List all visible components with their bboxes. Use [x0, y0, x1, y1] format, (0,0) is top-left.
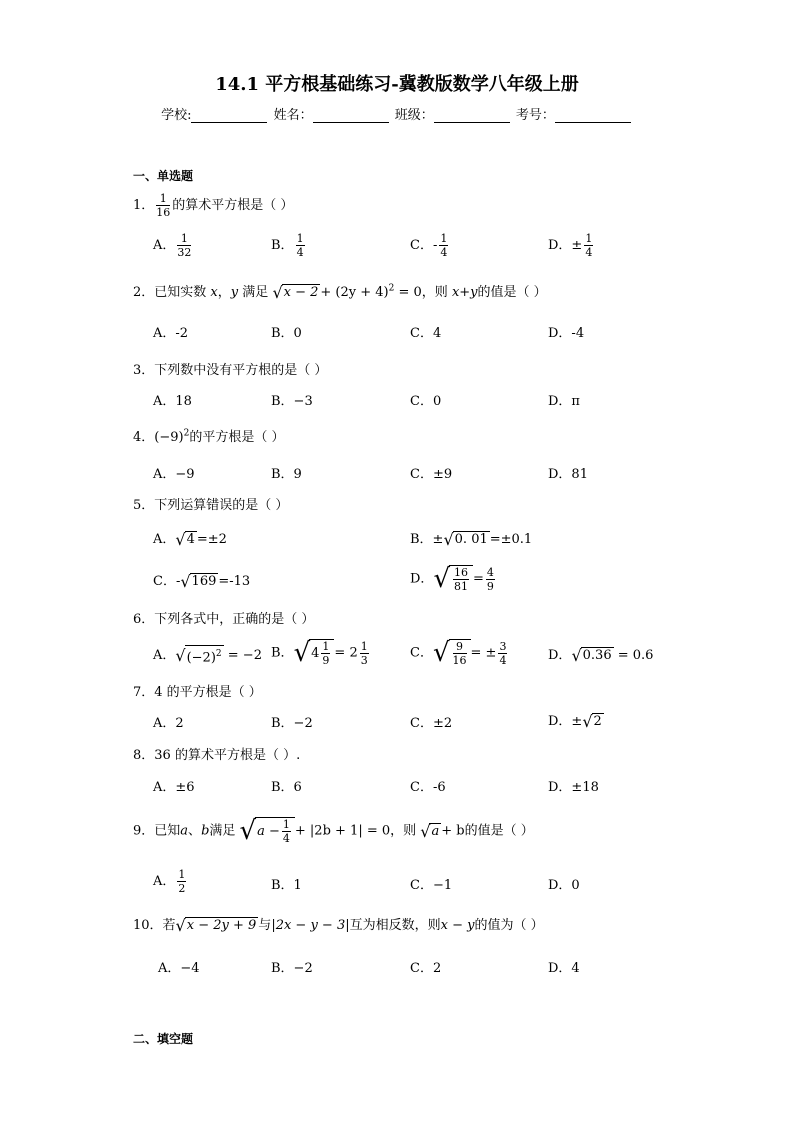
q5-option-a[interactable]: A． √ 4 =±2	[153, 530, 227, 549]
school-blank[interactable]	[191, 108, 267, 123]
q7-option-a[interactable]: A．2	[153, 716, 184, 731]
q10-option-b[interactable]: B．−2	[271, 961, 313, 976]
student-info-line	[0, 104, 794, 123]
q3-option-b[interactable]: B．−3	[271, 394, 313, 409]
q2-option-c[interactable]: C．4	[410, 326, 442, 341]
q8-option-b[interactable]: B．6	[271, 780, 302, 795]
q4-option-d[interactable]: D．81	[548, 467, 588, 482]
q7-option-c[interactable]: C．±2	[410, 716, 453, 731]
class-label: 班级：	[394, 108, 434, 123]
q1-option-c[interactable]: C．- $\frac{1}{4}$	[410, 232, 448, 259]
question-9: 9．已知a、b满足 √ a − $\frac{1}{4}$ + |2b + 1| = 0，则 √ a + b的值是（ ）	[133, 816, 534, 846]
name-label: 姓名：	[273, 108, 313, 123]
question-1: 1． $\frac{1}{16}$ 的算术平方根是（ ）	[133, 192, 294, 219]
question-6: 6．下列各式中，正确的是（ ）	[133, 612, 315, 627]
question-2: 2．已知实数 x，y 满足 √ x − 2 + $(2y + 4)^2 = 0$，则 x+y的值是（ ）	[133, 283, 547, 302]
question-8: 8．36 的算术平方根是（ ）.	[133, 748, 301, 763]
q9-option-c[interactable]: C．−1	[410, 878, 453, 893]
q10-option-d[interactable]: D．4	[548, 961, 580, 976]
q1-option-d[interactable]: D．± $\frac{1}{4}$	[548, 232, 593, 259]
class-blank[interactable]	[434, 108, 510, 123]
name-blank[interactable]	[313, 108, 389, 123]
q9-option-d[interactable]: D．0	[548, 878, 580, 893]
q9-option-b[interactable]: B．1	[271, 878, 302, 893]
question-5: 5．下列运算错误的是（ ）	[133, 498, 289, 513]
q4-option-b[interactable]: B．9	[271, 467, 302, 482]
q4-option-a[interactable]: A．−9	[153, 467, 195, 482]
question-10: 10．若 √ x − 2y + 9 与|2x − y − 3|互为相反数，则x − y的值为（ ）	[133, 916, 544, 935]
q6-option-d[interactable]: D． √ 0.36 = 0.6	[548, 646, 654, 665]
number-label: 考号：	[515, 108, 555, 123]
q7-option-b[interactable]: B．−2	[271, 716, 313, 731]
q3-option-c[interactable]: C．0	[410, 394, 442, 409]
q8-option-a[interactable]: A．±6	[153, 780, 195, 795]
q8-option-c[interactable]: C．-6	[410, 780, 446, 795]
page-title: 14.1 平方根基础练习-冀教版数学八年级上册	[215, 74, 579, 95]
q6-option-a[interactable]: A． √ $(-2)^2$ = −2	[153, 645, 262, 666]
q7-option-d[interactable]: D．± √ 2	[548, 712, 602, 731]
q6-option-c[interactable]: C． √ $\frac{9}{16}$ = ± $\frac{3}{4}$	[410, 638, 507, 668]
q1-option-b[interactable]: B． $\frac{1}{4}$	[271, 232, 304, 259]
q2-option-a[interactable]: A．-2	[153, 326, 189, 341]
q10-option-a[interactable]: A．−4	[158, 961, 200, 976]
q9-option-a[interactable]: A． $\frac{1}{2}$	[153, 868, 186, 895]
section-fill-blank: 二、填空题	[133, 1032, 194, 1046]
question-7: 7．4 的平方根是（ ）	[133, 685, 262, 700]
q1-option-a[interactable]: A． $\frac{1}{32}$	[153, 232, 192, 259]
q8-option-d[interactable]: D．±18	[548, 780, 599, 795]
q3-option-d[interactable]: D．π	[548, 394, 580, 409]
section-single-choice: 一、单选题	[133, 169, 194, 183]
q5-option-c[interactable]: C．- √ 169 =-13	[153, 572, 251, 591]
q5-option-b[interactable]: B．± √ 0. 01 =±0.1	[410, 530, 533, 549]
q5-option-d[interactable]: D． √ $\frac{16}{81}$ = $\frac{4}{9}$	[410, 564, 494, 594]
q6-option-b[interactable]: B． √ 4 $\frac{1}{9}$ = 2 $\frac{1}{3}$	[271, 638, 368, 668]
q4-option-c[interactable]: C．±9	[410, 467, 453, 482]
question-3: 3．下列数中没有平方根的是（ ）	[133, 363, 328, 378]
q10-option-c[interactable]: C．2	[410, 961, 442, 976]
q3-option-a[interactable]: A．18	[153, 394, 192, 409]
number-blank[interactable]	[555, 108, 631, 123]
question-4: 4．$(-9)^2$的平方根是（ ）	[133, 428, 285, 445]
q2-option-b[interactable]: B．0	[271, 326, 302, 341]
school-label: 学校:	[161, 108, 192, 123]
q2-option-d[interactable]: D．-4	[548, 326, 585, 341]
